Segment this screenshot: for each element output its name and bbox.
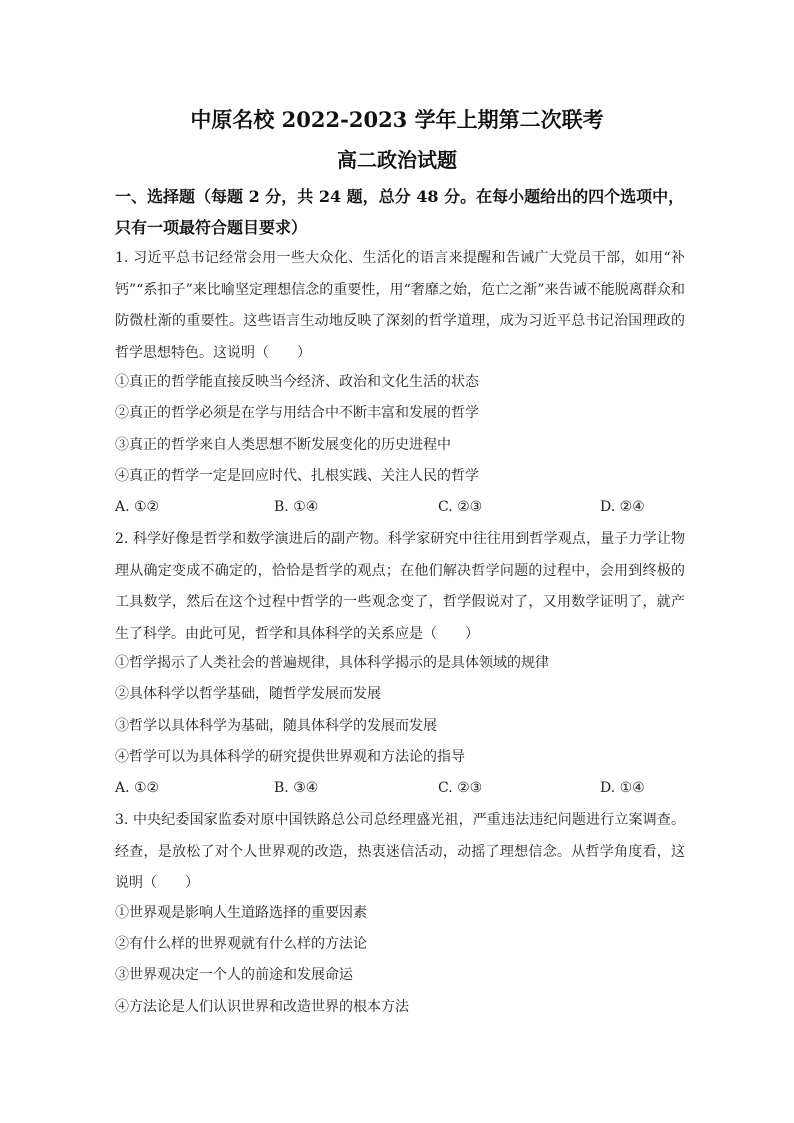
question-2-choices — [115, 777, 685, 799]
question-3-stem: 3. 中央纪委国家监委对原中国铁路总公司总经理盛光祖，严重违法违纪问题进行立案调查。经查，是放松了对个人世界观的改造，热衷迷信活动，动摇了理想信念。从哲学角度看，这说明（ ） — [115, 812, 685, 891]
choice-c: C. ②③ — [438, 499, 483, 515]
question-2-option-3: ③哲学以具体科学为基础，随具体科学的发展而发展 — [115, 718, 437, 734]
question-1-stem: 1. 习近平总书记经常会用一些大众化、生活化的语言来提醒和告诫广大党员干部，如用“补钙”“系扣子”来比喻坚定理想信念的重要性，用“奢靡之始，危亡之渐”来告诫不能脱离群众和防微杜渐的重要性。这些语言生动地反映了深刻的哲学道理，成为习近平总书记治国理政的哲学思想特色。这说明（ ） — [115, 250, 685, 361]
choice-d: D. ①④ — [600, 780, 645, 796]
choice-b: B. ③④ — [274, 780, 319, 796]
question-2-option-2: ②具体科学以哲学基础，随哲学发展而发展 — [115, 686, 381, 702]
exam-subtitle: 高二政治试题 — [337, 148, 457, 172]
choice-a: A. ①② — [115, 499, 160, 515]
question-1-option-4: ④真正的哲学一定是回应时代、扎根实践、关注人民的哲学 — [115, 468, 479, 484]
question-2-option-1: ①哲学揭示了人类社会的普遍规律，具体科学揭示的是具体领域的规律 — [115, 655, 549, 671]
choice-a: A. ①② — [115, 780, 160, 796]
section-header: 一、选择题（每题 2 分，共 24 题，总分 48 分。在每小题给出的四个选项中，只有一项最符合题目要求） — [115, 187, 685, 237]
exam-title: 中原名校 2022-2023 学年上期第二次联考 — [190, 107, 604, 132]
question-2-stem: 2. 科学好像是哲学和数学演进后的副产物。科学家研究中往往用到哲学观点，量子力学让物理从确定变成不确定的，恰恰是哲学的观点；在他们解决哲学问题的过程中，会用到终极的工具数学，然后在这个过程中哲学的一些观念变了，哲学假说对了，又用数学证明了，就产生了科学。由此可见，哲学和具体科学的关系应是（ ） — [115, 531, 685, 642]
choice-c: C. ②③ — [438, 780, 483, 796]
question-1-choices — [115, 496, 685, 518]
question-2-option-4: ④哲学可以为具体科学的研究提供世界观和方法论的指导 — [115, 749, 465, 765]
question-3-option-1: ①世界观是影响人生道路选择的重要因素 — [115, 905, 367, 921]
question-3-option-3: ③世界观决定一个人的前途和发展命运 — [115, 967, 353, 983]
choice-b: B. ①④ — [274, 499, 319, 515]
question-3-option-4: ④方法论是人们认识世界和改造世界的根本方法 — [115, 999, 409, 1015]
choice-d: D. ②④ — [600, 499, 645, 515]
question-1-option-1: ①真正的哲学能直接反映当今经济、政治和文化生活的状态 — [115, 374, 479, 390]
question-3-option-2: ②有什么样的世界观就有什么样的方法论 — [115, 936, 367, 952]
question-1-option-2: ②真正的哲学必须是在学与用结合中不断丰富和发展的哲学 — [115, 405, 479, 421]
question-1-option-3: ③真正的哲学来自人类思想不断发展变化的历史进程中 — [115, 437, 451, 453]
